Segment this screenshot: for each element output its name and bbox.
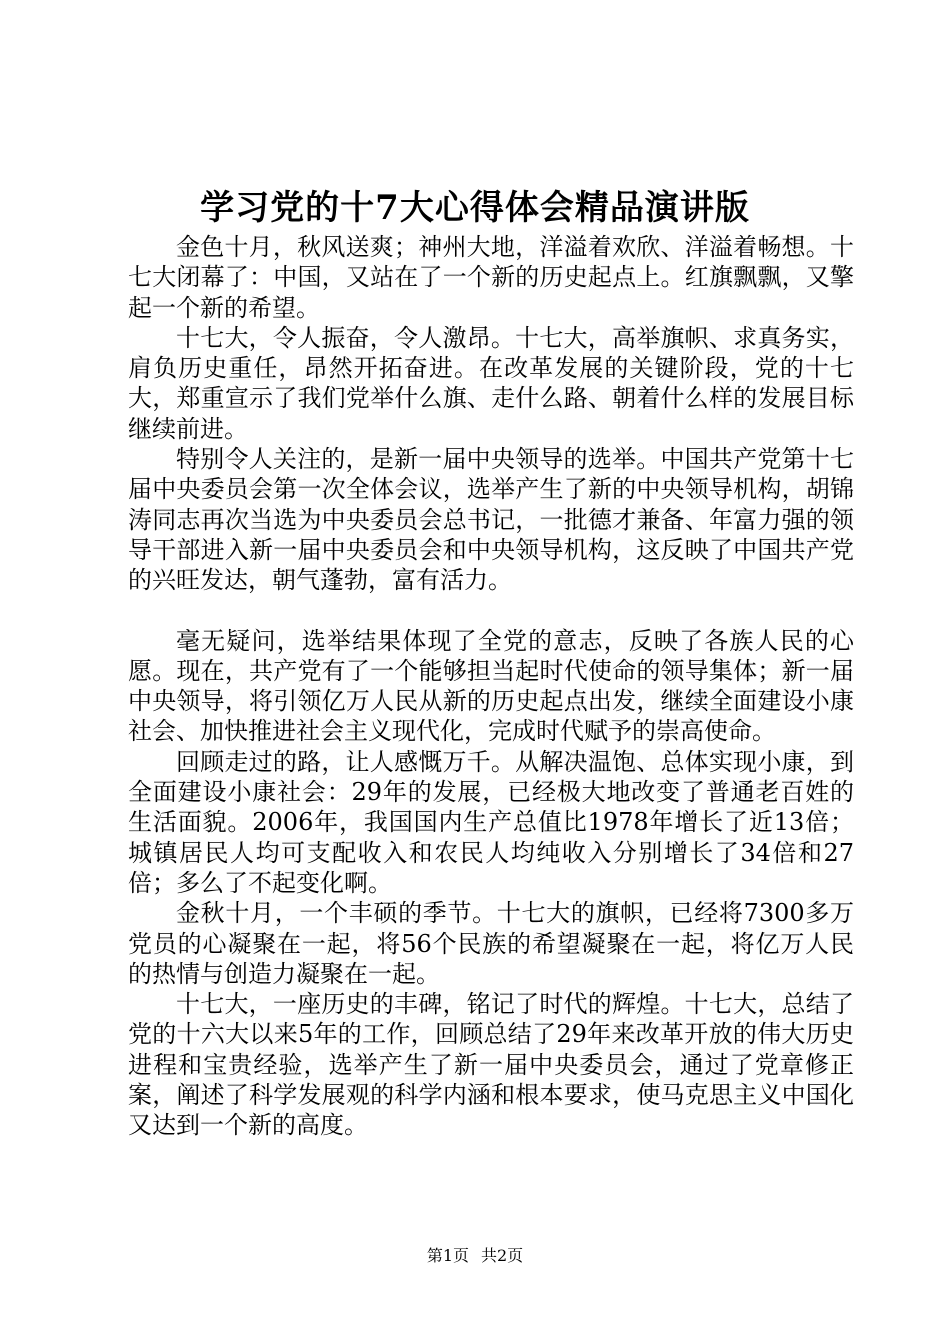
page-number: 第1页 [426, 1246, 469, 1265]
page-footer [0, 1244, 950, 1268]
document-title: 学习党的十7大心得体会精品演讲版 [200, 188, 750, 228]
paragraph: 毫无疑问，选举结果体现了全党的意志，反映了各族人民的心愿。现在，共产党有了一个能够担当起时代使命的领导集体；新一届中央领导，将引领亿万人民从新的历史起点出发，继续全面建设小康社会、加快推进社会主义现代化，完成时代赋予的崇高使命。 [128, 626, 854, 746]
paragraph: 回顾走过的路，让人感慨万千。从解决温饱、总体实现小康，到全面建设小康社会：29年的发展，已经极大地改变了普通老百姓的生活面貌。2006年，我国国内生产总值比1978年增长了近13倍；城镇居民人均可支配收入和农民人均纯收入分别增长了34倍和27倍；多么了不起变化啊。 [128, 747, 854, 897]
document-body [128, 232, 854, 1141]
paragraph: 特别令人关注的，是新一届中央领导的选举。中国共产党第十七届中央委员会第一次全体会议，选举产生了新的中央领导机构，胡锦涛同志再次当选为中央委员会总书记，一批德才兼备、年富力强的领导干部进入新一届中央委员会和中央领导机构，这反映了中国共产党的兴旺发达，朝气蓬勃，富有活力。 [128, 445, 854, 595]
paragraph: 金秋十月，一个丰硕的季节。十七大的旗帜，已经将7300多万党员的心凝聚在一起，将56个民族的希望凝聚在一起，将亿万人民的热情与创造力凝聚在一起。 [128, 899, 854, 988]
paragraph: 十七大，一座历史的丰碑，铭记了时代的辉煌。十七大，总结了党的十六大以来5年的工作，回顾总结了29年来改革开放的伟大历史进程和宝贵经验，选举产生了新一届中央委员会，通过了党章修正案，阐述了科学发展观的科学内涵和根本要求，使马克思主义中国化又达到一个新的高度。 [128, 990, 854, 1140]
paragraph: 金色十月，秋风送爽；神州大地，洋溢着欢欣、洋溢着畅想。十七大闭幕了：中国，又站在了一个新的历史起点上。红旗飘飘，又擎起一个新的希望。 [128, 233, 854, 322]
page-total: 共2页 [481, 1246, 524, 1265]
paragraph: 十七大，令人振奋，令人激昂。十七大，高举旗帜、求真务实，肩负历史重任，昂然开拓奋进。在改革发展的关键阶段，党的十七大，郑重宣示了我们党举什么旗、走什么路、朝着什么样的发展目标继续前进。 [128, 323, 854, 443]
